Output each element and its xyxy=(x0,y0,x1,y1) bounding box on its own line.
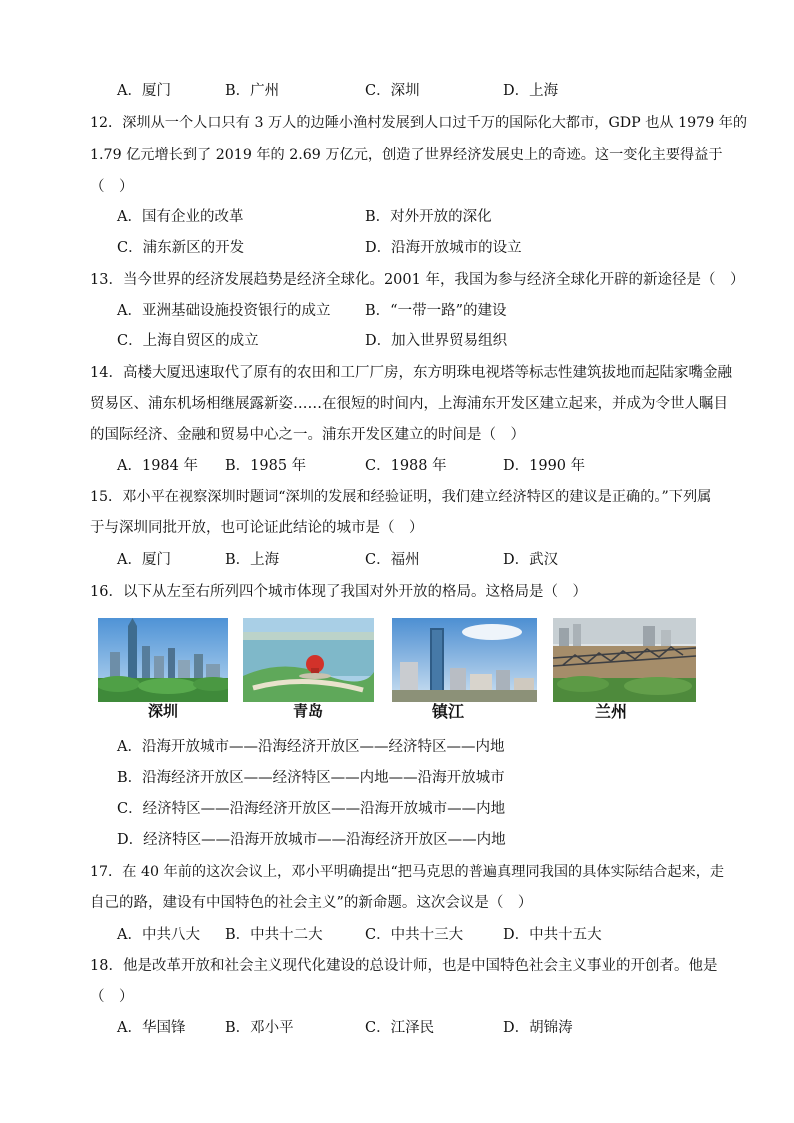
option-c: C．福州 xyxy=(365,552,420,568)
option-d: D．中共十五大 xyxy=(503,927,602,943)
question-text: 17．在 40 年前的这次会议上，邓小平明确提出“把马克思的普遍真理同我国的具体实际结合起来，走 xyxy=(90,864,725,880)
qingdao-photo xyxy=(243,618,374,702)
caption-shenzhen: 深圳 xyxy=(147,702,178,720)
question-text: 的国际经济、金融和贸易中心之一。浦东开发区建立的时间是（ ） xyxy=(90,427,525,443)
option-a: A．国有企业的改革 xyxy=(117,209,244,225)
option-c: C．江泽民 xyxy=(365,1020,435,1036)
option-a: A．厦门 xyxy=(117,552,171,568)
option-c: C．经济特区——沿海经济开放区——沿海开放城市——内地 xyxy=(117,801,506,817)
option-b: B．对外开放的深化 xyxy=(365,209,492,225)
question-text: 13．当今世界的经济发展趋势是经济全球化。2001 年，我国为参与经济全球化开辟的新途径是（ ） xyxy=(90,272,745,288)
option-c: C．1988 年 xyxy=(365,458,447,474)
option-a: A．厦门 xyxy=(117,83,171,99)
caption-zhenjiang: 镇江 xyxy=(431,702,464,721)
question-text: 15．邓小平在视察深圳时题词“深圳的发展和经验证明，我们建立经济特区的建议是正确的。”下列属 xyxy=(90,489,712,505)
option-b: B．沿海经济开放区——经济特区——内地——沿海开放城市 xyxy=(117,770,505,786)
option-b: B．中共十二大 xyxy=(225,927,323,943)
question-text: 14．高楼大厦迅速取代了原有的农田和工厂厂房，东方明珠电视塔等标志性建筑拔地而起陆家嘴金融 xyxy=(90,365,732,381)
question-text: 16．以下从左至右所列四个城市体现了我国对外开放的格局。这格局是（ ） xyxy=(90,584,587,600)
option-a: A．亚洲基础设施投资银行的成立 xyxy=(117,303,331,319)
answer-blank: （ ） xyxy=(90,179,134,195)
option-a: A．沿海开放城市——沿海经济开放区——经济特区——内地 xyxy=(117,739,505,755)
option-d: D．1990 年 xyxy=(503,458,586,474)
option-a: A．华国锋 xyxy=(117,1020,186,1036)
option-b: B．邓小平 xyxy=(225,1020,294,1036)
question-text: 18．他是改革开放和社会主义现代化建设的总设计师，也是中国特色社会主义事业的开创者。他是 xyxy=(90,958,718,974)
question-text: 12．深圳从一个人口只有 3 万人的边陲小渔村发展到人口过千万的国际化大都市，GDP 也从 1979 年的 xyxy=(90,115,748,131)
option-b: B．上海 xyxy=(225,552,280,568)
option-d: D．沿海开放城市的设立 xyxy=(365,240,522,256)
option-d: D．经济特区——沿海开放城市——沿海经济开放区——内地 xyxy=(117,832,506,848)
option-b: B．广州 xyxy=(225,83,280,99)
question-text: 于与深圳同批开放，也可论证此结论的城市是（ ） xyxy=(90,520,424,536)
option-b: B．“一带一路”的建设 xyxy=(365,303,507,319)
question-text: 贸易区、浦东机场相继展露新姿……在很短的时间内，上海浦东开发区建立起来，并成为令世人瞩目 xyxy=(90,396,728,412)
option-a: A．1984 年 xyxy=(117,458,198,474)
option-d: D．武汉 xyxy=(503,552,559,568)
question-text: 自己的路，建设有中国特色的社会主义”的新命题。这次会议是（ ） xyxy=(90,895,533,911)
caption-lanzhou: 兰州 xyxy=(594,702,627,721)
option-b: B．1985 年 xyxy=(225,458,307,474)
question-text: 1.79 亿元增长到了 2019 年的 2.69 万亿元，创造了世界经济发展史上的奇迹。这一变化主要得益于 xyxy=(90,147,723,163)
option-d: D．上海 xyxy=(503,83,559,99)
caption-qingdao: 青岛 xyxy=(292,702,323,720)
shenzhen-photo xyxy=(98,618,228,702)
lanzhou-photo xyxy=(553,618,696,702)
option-d: D．加入世界贸易组织 xyxy=(365,333,508,349)
zhenjiang-photo xyxy=(392,618,537,702)
option-d: D．胡锦涛 xyxy=(503,1020,573,1036)
option-c: C．中共十三大 xyxy=(365,927,464,943)
option-c: C．深圳 xyxy=(365,83,420,99)
answer-blank: （ ） xyxy=(90,989,134,1005)
option-c: C．上海自贸区的成立 xyxy=(117,333,259,349)
option-c: C．浦东新区的开发 xyxy=(117,240,245,256)
option-a: A．中共八大 xyxy=(117,927,200,943)
